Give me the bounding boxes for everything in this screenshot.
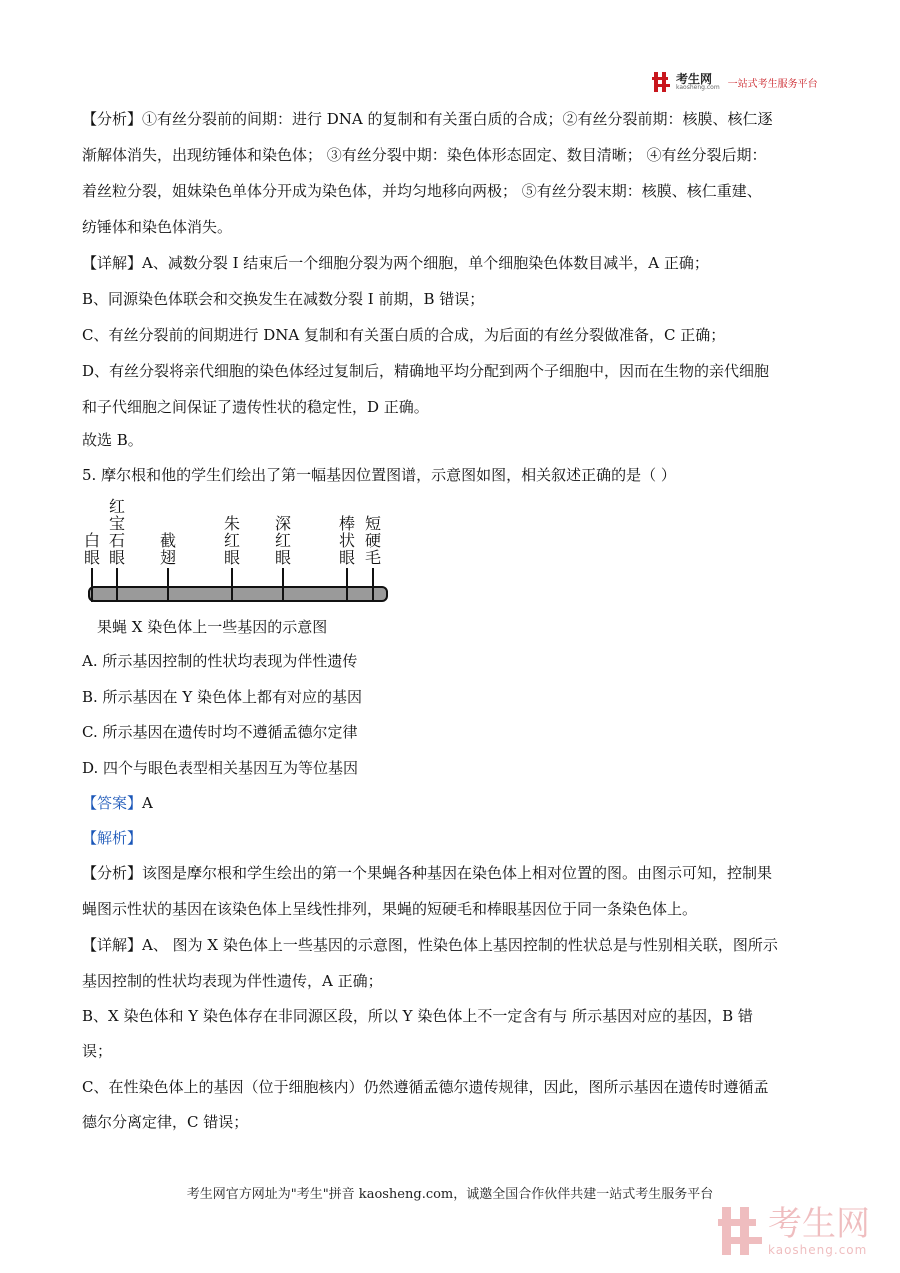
gene-label-white-eye: 白 眼 [83, 531, 100, 567]
detail-line: 德尔分离定律，C 错误； [82, 1113, 249, 1131]
prev-analysis-line: 纺锤体和染色体消失。 [82, 218, 233, 236]
detail-line: 误； [82, 1042, 113, 1060]
detail-line: B、X 染色体和 Y 染色体存在非同源区段，所以 Y 染色体上不一定含有与 所示基因对应的基因，B 错 [82, 1007, 753, 1025]
logo-name: 考生网 [676, 72, 713, 86]
gene-locus-tick [372, 568, 374, 602]
prev-analysis-line: 渐解体消失，出现纺锤体和染色体； ③有丝分裂中期：染色体形态固定、数目清晰； ④有丝分裂后期： [82, 146, 767, 164]
page-footer: 考生网官方网址为"考生"拼音 kaosheng.com，诚邀全国合作伙伴共建一站式考生服务平台 [186, 1187, 714, 1202]
x-chromosome-bar [88, 586, 388, 602]
gene-label-cut-wing: 截 翅 [159, 531, 176, 567]
logo-slogan: 一站式考生服务平台 [727, 78, 818, 90]
answer-value: A [142, 794, 153, 812]
prev-detail-line: B、同源染色体联会和交换发生在减数分裂 I 前期，B 错误； [82, 290, 485, 308]
detail-line: C、在性染色体上的基因（位于细胞核内）仍然遵循孟德尔遗传规律，因此，图所示基因在遗传时遵循孟 [82, 1078, 769, 1096]
prev-conclusion: 故选 B。 [82, 431, 143, 449]
detail-line: 基因控制的性状均表现为伴性遗传，A 正确； [82, 972, 383, 990]
watermark [718, 1205, 870, 1257]
option-a: A. 所示基因控制的性状均表现为伴性遗传 [82, 652, 358, 670]
watermark-url: kaosheng.com [768, 1243, 868, 1257]
option-b: B. 所示基因在 Y 染色体上都有对应的基因 [82, 688, 362, 706]
option-d: D. 四个与眼色表型相关基因互为等位基因 [82, 759, 359, 777]
watermark-name: 考生网 [768, 1204, 870, 1244]
analysis-label: 【解析】 [82, 829, 143, 847]
prev-analysis-line: 着丝粒分裂，姐妹染色单体分开成为染色体，并均匀地移向两极； ⑤有丝分裂末期：核膜、核仁重建、 [82, 182, 762, 200]
gene-label-carmine-eye: 深 红 眼 [274, 514, 291, 567]
site-logo [652, 72, 818, 92]
gene-locus-tick [167, 568, 169, 602]
figure-caption: 果蝇 X 染色体上一些基因的示意图 [97, 618, 328, 636]
prev-detail-line: C、有丝分裂前的间期进行 DNA 复制和有关蛋白质的合成，为后面的有丝分裂做准备，C 正确； [82, 326, 726, 344]
logo-url: kaosheng.com [676, 84, 720, 91]
answer-line [82, 793, 153, 813]
gene-label-bar-eye: 棒 状 眼 [338, 514, 355, 567]
logo-icon [652, 72, 672, 92]
prev-detail-line: D、有丝分裂将亲代细胞的染色体经过复制后，精确地平均分配到两个子细胞中，因而在生物的亲代细胞 [82, 362, 770, 380]
gene-label-ruby-eye: 红 宝 石 眼 [108, 497, 125, 567]
prev-analysis-line: 【分析】①有丝分裂前的间期：进行 DNA 的复制和有关蛋白质的合成；②有丝分裂前期：核膜、核仁逐 [82, 110, 773, 128]
detail-line: 【详解】A、 图为 X 染色体上一些基因的示意图，性染色体上基因控制的性状总是与性别相关联，图所示 [82, 936, 778, 954]
analysis-line: 蝇图示性状的基因在该染色体上呈线性排列，果蝇的短硬毛和棒眼基因位于同一条染色体上。 [82, 900, 698, 918]
gene-locus-tick [91, 568, 93, 602]
gene-locus-tick [231, 568, 233, 602]
gene-locus-tick [282, 568, 284, 602]
gene-label-short-bristle: 短 硬 毛 [364, 514, 381, 567]
gene-locus-tick [346, 568, 348, 602]
gene-locus-tick [116, 568, 118, 602]
gene-label-vermilion-eye: 朱 红 眼 [223, 514, 240, 567]
analysis-line: 【分析】该图是摩尔根和学生绘出的第一个果蝇各种基因在染色体上相对位置的图。由图示可知，控制果 [82, 864, 773, 882]
gene-map-diagram [80, 496, 400, 608]
prev-detail-line: 【详解】A、减数分裂 I 结束后一个细胞分裂为两个细胞，单个细胞染色体数目减半，A 正确； [82, 254, 709, 272]
option-c: C. 所示基因在遗传时均不遵循孟德尔定律 [82, 723, 358, 741]
answer-label: 【答案】 [82, 794, 143, 812]
watermark-logo-icon [718, 1207, 762, 1255]
prev-detail-line: 和子代细胞之间保证了遗传性状的稳定性，D 正确。 [82, 398, 429, 416]
question-stem: 5. 摩尔根和他的学生们绘出了第一幅基因位置图谱，示意图如图，相关叙述正确的是（ ） [82, 466, 676, 484]
